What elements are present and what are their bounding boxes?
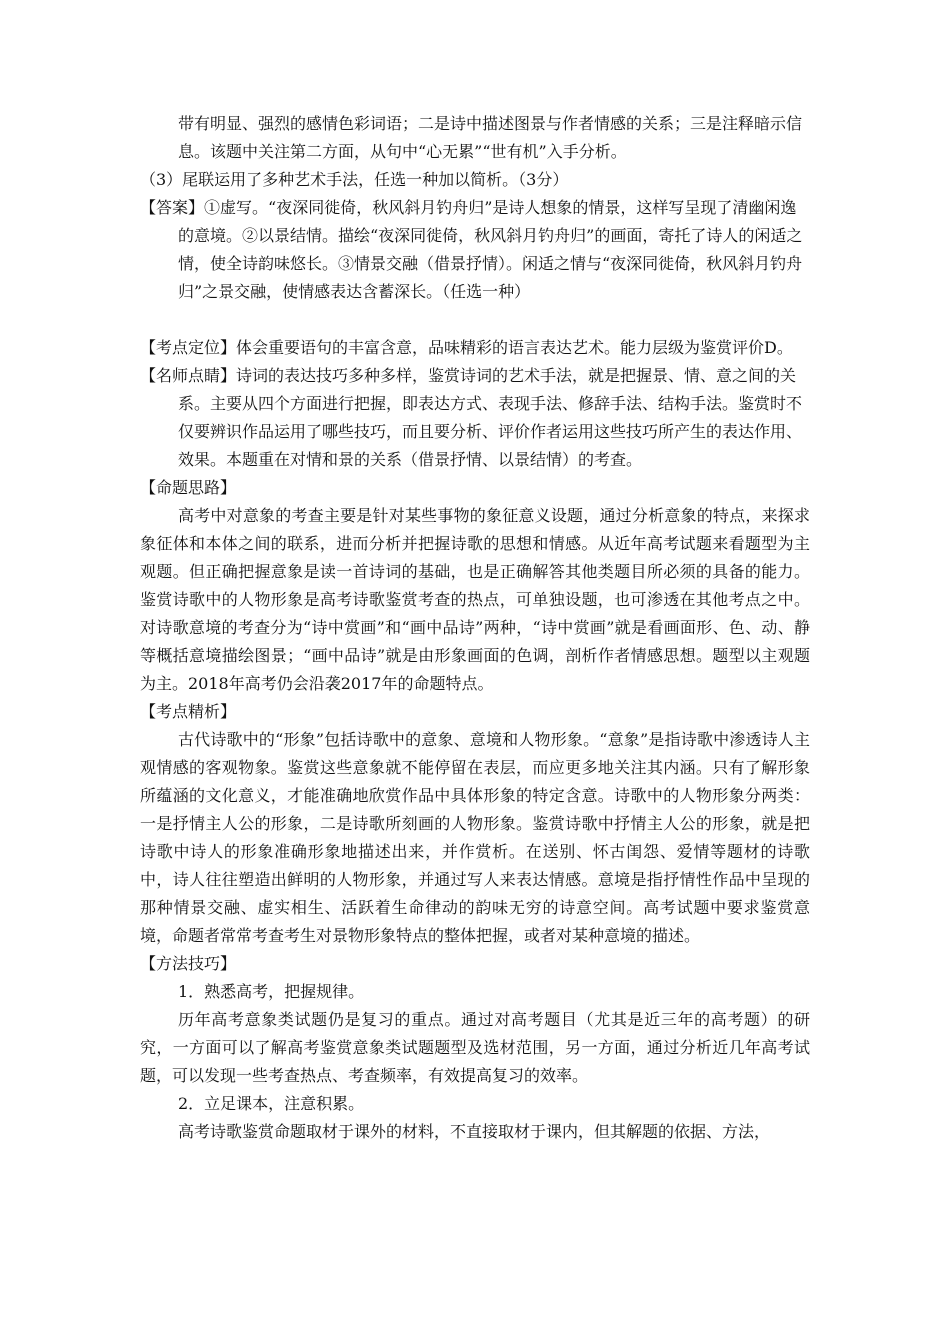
fangfa-item1-title: 1．熟悉高考，把握规律。 (178, 982, 365, 1001)
jingxi-heading: 【考点精析】 (140, 702, 237, 721)
kaodian-label: 【考点定位】 (140, 338, 237, 357)
fangfa-item1-text: 历年高考意象类试题仍是复习的重点。通过对高考题目（尤其是近三年的高考题）的研究，一方面可以了解高考鉴赏意象类试题题型及选材范围，另一方面，通过分析近几年高考试题，可以发现一些考查热点、考查频率，有效提高复习的效率。 (140, 1010, 810, 1085)
mingti-heading: 【命题思路】 (140, 478, 237, 497)
fangfa-heading: 【方法技巧】 (140, 954, 237, 973)
document-page (140, 110, 810, 1146)
mingshi-block (140, 362, 810, 474)
jingxi-paragraph: 古代诗歌中的“形象”包括诗歌中的意象、意境和人物形象。“意象”是指诗歌中渗透诗人主观情感的客观物象。鉴赏这些意象就不能停留在表层，而应更多地关注其内涵。只有了解形象所蕴涵的文化意义，才能准确地欣赏作品中具体形象的特定含意。诗歌中的人物形象分两类：一是抒情主人公的形象，二是诗歌所刻画的人物形象。鉴赏诗歌中抒情主人公的形象，就是把诗歌中诗人的形象准确形象地描述出来，并作赏析。在送别、怀古闺怨、爱情等题材的诗歌中，诗人往往塑造出鲜明的人物形象，并通过写人来表达情感。意境是指抒情性作品中呈现的那种情景交融、虚实相生、活跃着生命律动的韵味无穷的诗意空间。高考试题中要求鉴赏意境，命题者常常考查考生对景物形象特点的整体把握，或者对某种意境的描述。 (140, 730, 810, 945)
mingshi-text: 诗词的表达技巧多种多样，鉴赏诗词的艺术手法，就是把握景、情、意之间的关系。主要从四个方面进行把握，即表达方式、表现手法、修辞手法、结构手法。鉴赏时不仅要辨识作品运用了哪些技巧，而且要分析、评价作者运用这些技巧所产生的表达作用、效果。本题重在对情和景的关系（借景抒情、以景结情）的考查。 (178, 366, 803, 469)
kaodian-block (140, 334, 810, 362)
fangfa-item2-title: 2．立足课本，注意积累。 (178, 1094, 365, 1113)
top-continuation-text: 带有明显、强烈的感情色彩词语；二是诗中描述图景与作者情感的关系；三是注释暗示信息。该题中关注第二方面，从句中“心无累”“世有机”入手分析。 (178, 114, 803, 161)
spacer (140, 306, 810, 334)
answer-text: ①虚写。“夜深同徙倚，秋风斜月钓舟归”是诗人想象的情景，这样写呈现了清幽闲逸的意境。②以景结情。描绘“夜深同徙倚，秋风斜月钓舟归”的画面，寄托了诗人的闲适之情，使全诗韵味悠长。③情景交融（借景抒情）。闲适之情与“夜深同徙倚，秋风斜月钓舟归”之景交融，使情感表达含蓄深长。（任选一种） (178, 198, 803, 301)
answer-label: 【答案】 (140, 198, 205, 217)
fangfa-item2-text: 高考诗歌鉴赏命题取材于课外的材料，不直接取材于课内，但其解题的依据、方法， (178, 1122, 771, 1141)
kaodian-text: 体会重要语句的丰富含意，品味精彩的语言表达艺术。能力层级为鉴赏评价D。 (236, 338, 793, 357)
answer-block (140, 194, 810, 306)
question-3: （3）尾联运用了多种艺术手法，任选一种加以简析。（3分） (140, 170, 569, 189)
mingshi-label: 【名师点睛】 (140, 366, 237, 385)
mingti-paragraph: 高考中对意象的考查主要是针对某些事物的象征意义设题，通过分析意象的特点，来探求象征体和本体之间的联系，进而分析并把握诗歌的思想和情感。从近年高考试题来看题型为主观题。但正确把握意象是读一首诗词的基础，也是正确解答其他类题目所必须的具备的能力。鉴赏诗歌中的人物形象是高考诗歌鉴赏考查的热点，可单独设题，也可渗透在其他考点之中。对诗歌意境的考查分为“诗中赏画”和“画中品诗”两种，“诗中赏画”就是看画面形、色、动、静等概括意境描绘图景；“画中品诗”就是由形象画面的色调，剖析作者情感思想。题型以主观题为主。2018年高考仍会沿袭2017年的命题特点。 (140, 506, 810, 693)
